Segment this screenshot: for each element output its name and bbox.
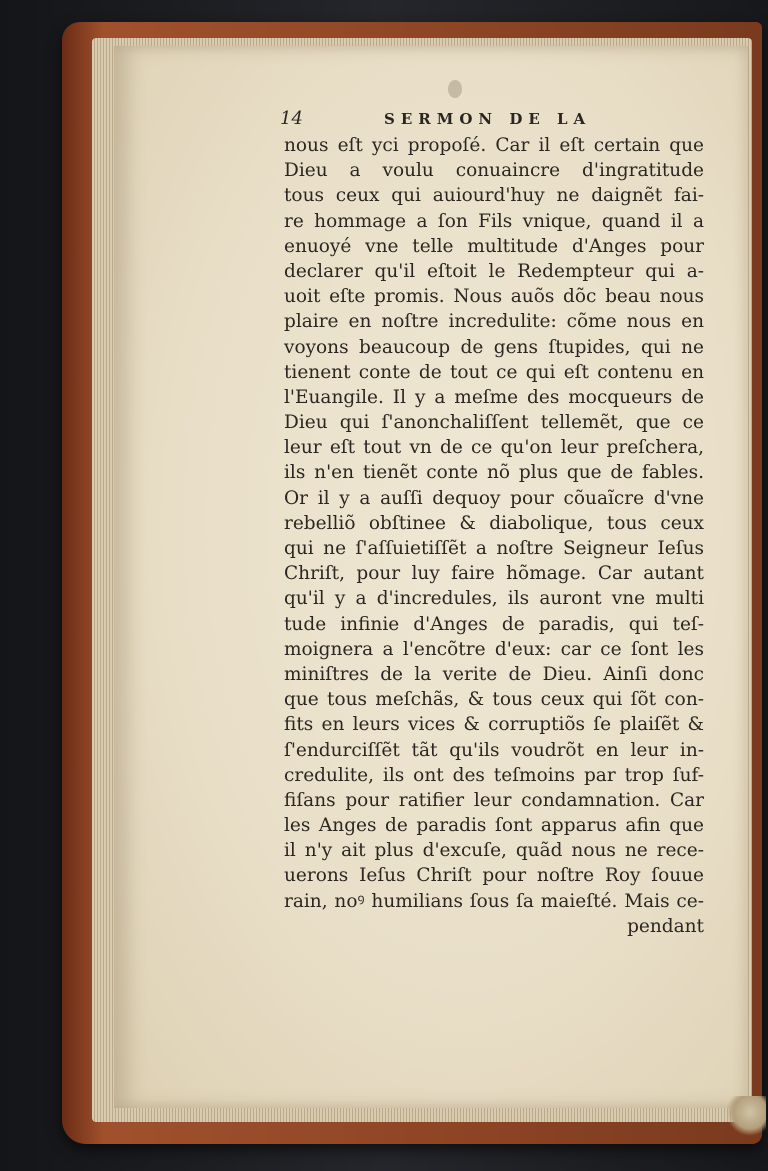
text-line: Dieu a voulu conuaincre d'ingratitude: [284, 160, 704, 182]
text-line: fiſans pour ratifier leur condamnation. Car: [284, 789, 704, 811]
text-line: tude infinie d'Anges de paradis, qui teſ-: [284, 613, 704, 635]
text-line: tous ceux qui auiourd'huy ne daignẽt fai-: [284, 185, 704, 207]
text-line: plaire en noſtre incredulite: cõme nous en: [284, 311, 704, 333]
page-number: 14: [280, 108, 303, 129]
text-line: nous eſt yci propoſé. Car il eſt certain que: [284, 135, 704, 156]
text-line: Chriſt, pour luy faire hõmage. Car autant: [284, 563, 704, 585]
text-line: ſ'endurciſſẽt tãt qu'ils voudrõt en leur in-: [284, 739, 704, 761]
text-line: l'Euangile. Il y a meſme des mocqueurs de: [284, 386, 704, 408]
text-line: declarer qu'il eſtoit le Redempteur qui a-: [284, 260, 704, 282]
ink-smudge: [448, 80, 462, 98]
text-line: Dieu qui ſ'anonchaliſſent tellemẽt, que ce: [284, 412, 704, 434]
text-line: re hommage a ſon Fils vnique, quand il a: [284, 210, 704, 232]
text-line: ils n'en tienẽt conte nõ plus que de fables.: [284, 462, 704, 484]
text-line: miniſtres de la verite de Dieu. Ainſi donc: [284, 663, 704, 685]
text-line: qui ne ſ'aſſuietiſſẽt a noſtre Seigneur Ieſus: [284, 538, 704, 559]
text-line: credulite, ils ont des teſmoins par trop ſuf-: [284, 764, 704, 786]
text-line: les Anges de paradis ſont apparus afin que: [284, 815, 704, 837]
text-line: tienent conte de tout ce qui eſt contenu en: [284, 361, 704, 383]
text-line: que tous meſchãs, & tous ceux qui ſõt con-: [284, 689, 704, 711]
text-line: uoit eſte promis. Nous auõs dõc beau nous: [284, 286, 704, 308]
sermon-text: [284, 133, 704, 939]
text-line: rebelliõ obſtinee & diabolique, tous ceux: [284, 512, 704, 534]
text-line: moignera a l'encõtre d'eux: car ce ſont les: [284, 638, 704, 660]
running-head: SERMON DE LA: [384, 110, 592, 128]
text-line: uerons Ieſus Chriſt pour noſtre Roy ſouue: [284, 865, 704, 887]
text-line: il n'y ait plus d'excuſe, quãd nous ne rece-: [284, 840, 704, 862]
text-line: qu'il y a d'incredules, ils auront vne multi: [284, 588, 704, 610]
text-line: pendant: [627, 915, 704, 937]
text-line: enuoyé vne telle multitude d'Anges pour: [284, 235, 704, 257]
text-line: fits en leurs vices & corruptiõs ſe plaiſẽt &: [284, 714, 704, 736]
text-line: leur eſt tout vn de ce qu'on leur preſchera,: [284, 437, 704, 459]
worn-page-corner: [726, 1096, 766, 1136]
text-line: Or il y a auſſi dequoy pour cõuaĩcre d'vne: [284, 487, 704, 509]
text-line: voyons beaucoup de gens ſtupides, qui ne: [284, 336, 704, 358]
text-line: rain, noꝰ humilians ſous ſa maieſté. Mais ce-: [284, 890, 704, 912]
